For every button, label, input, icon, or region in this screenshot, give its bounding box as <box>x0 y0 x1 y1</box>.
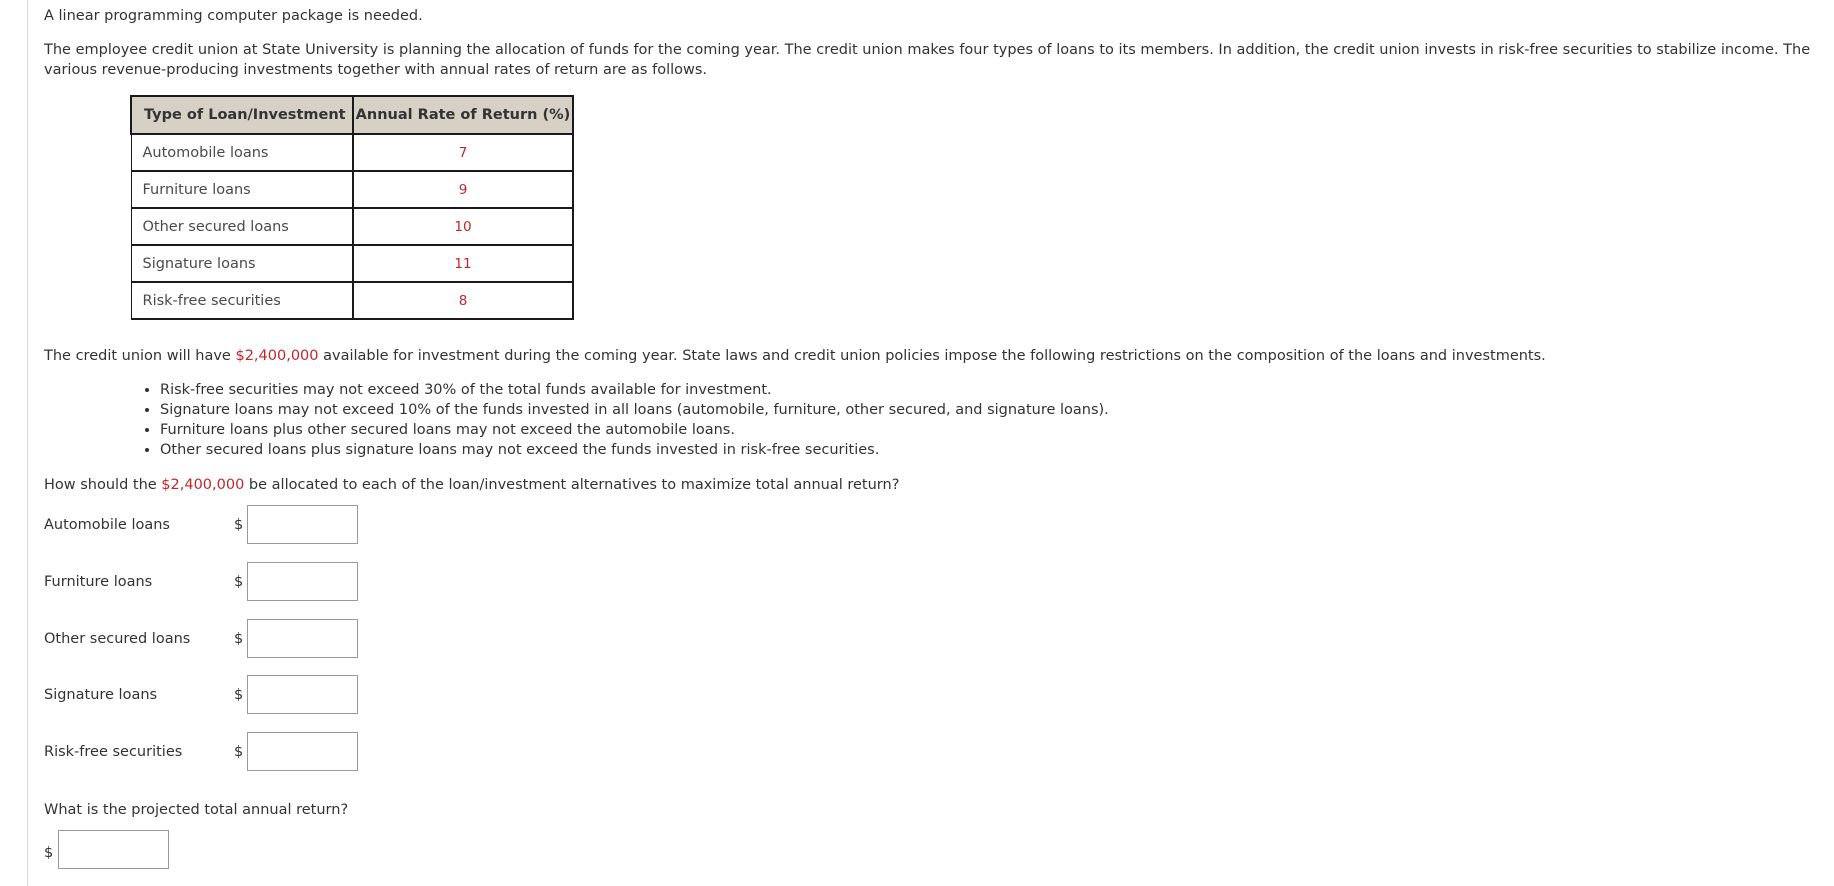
restrictions-list <box>130 380 1109 460</box>
header-type: Type of Loan/Investment <box>131 96 353 134</box>
rates-table <box>130 95 574 320</box>
availability-before: The credit union will have <box>44 348 236 364</box>
answer-label: Risk-free securities <box>44 744 183 760</box>
furniture-loans-input[interactable] <box>247 562 358 601</box>
table-row <box>131 208 573 245</box>
currency-symbol: $ <box>234 631 244 647</box>
table-row <box>131 134 573 171</box>
question-amount: $2,400,000 <box>161 477 245 493</box>
answer-label: Other secured loans <box>44 631 191 647</box>
answer-label: Automobile loans <box>44 517 170 533</box>
question-panel <box>27 0 1834 886</box>
row-type: Furniture loans <box>131 171 353 208</box>
row-rate: 9 <box>353 171 573 208</box>
other-secured-loans-input[interactable] <box>247 619 358 658</box>
row-rate: 11 <box>353 245 573 282</box>
allocation-question <box>44 475 899 495</box>
list-item: • Furniture loans plus other secured loans may not exceed the automobile loans. <box>160 420 1109 440</box>
row-rate: 10 <box>353 208 573 245</box>
answer-label: Signature loans <box>44 687 158 703</box>
automobile-loans-input[interactable] <box>247 505 358 544</box>
row-type: Risk-free securities <box>131 282 353 319</box>
table-row <box>131 282 573 319</box>
currency-symbol: $ <box>234 687 244 703</box>
row-type: Signature loans <box>131 245 353 282</box>
problem-statement: The employee credit union at State University is planning the allocation of funds for the coming year. The credit union makes four types of loans to its members. In addition, the credit union invests in risk-free securities to stabilize income. The various revenue-producing investments together with annual rates of return are as follows. <box>44 42 1811 78</box>
list-item: • Risk-free securities may not exceed 30% of the total funds available for investment. <box>160 380 1109 400</box>
list-item: • Other secured loans plus signature loans may not exceed the funds invested in risk-free securities. <box>160 440 1109 460</box>
intro-text: A linear programming computer package is needed. <box>44 8 423 24</box>
risk-free-securities-input[interactable] <box>247 732 358 771</box>
table-header-row <box>131 96 573 134</box>
total-return-question: What is the projected total annual return? <box>44 802 349 818</box>
question-before: How should the <box>44 477 162 493</box>
signature-loans-input[interactable] <box>247 675 358 714</box>
table-row <box>131 171 573 208</box>
row-type: Other secured loans <box>131 208 353 245</box>
answer-label: Furniture loans <box>44 574 153 590</box>
row-rate: 8 <box>353 282 573 319</box>
header-rate: Annual Rate of Return (%) <box>353 96 573 134</box>
total-return-input[interactable] <box>58 830 169 869</box>
list-item: • Signature loans may not exceed 10% of the funds invested in all loans (automobile, furniture, other secured, and signature loans). <box>160 400 1109 420</box>
currency-symbol: $ <box>234 517 244 533</box>
currency-symbol: $ <box>234 574 244 590</box>
row-rate: 7 <box>353 134 573 171</box>
availability-text <box>44 346 1546 366</box>
question-after: be allocated to each of the loan/investment alternatives to maximize total annual return? <box>244 477 900 493</box>
availability-after: available for investment during the coming year. State laws and credit union policies impose the following restrictions on the composition of the loans and investments. <box>318 348 1546 364</box>
currency-symbol: $ <box>44 845 54 861</box>
availability-amount: $2,400,000 <box>235 348 319 364</box>
row-type: Automobile loans <box>131 134 353 171</box>
currency-symbol: $ <box>234 744 244 760</box>
table-row <box>131 245 573 282</box>
